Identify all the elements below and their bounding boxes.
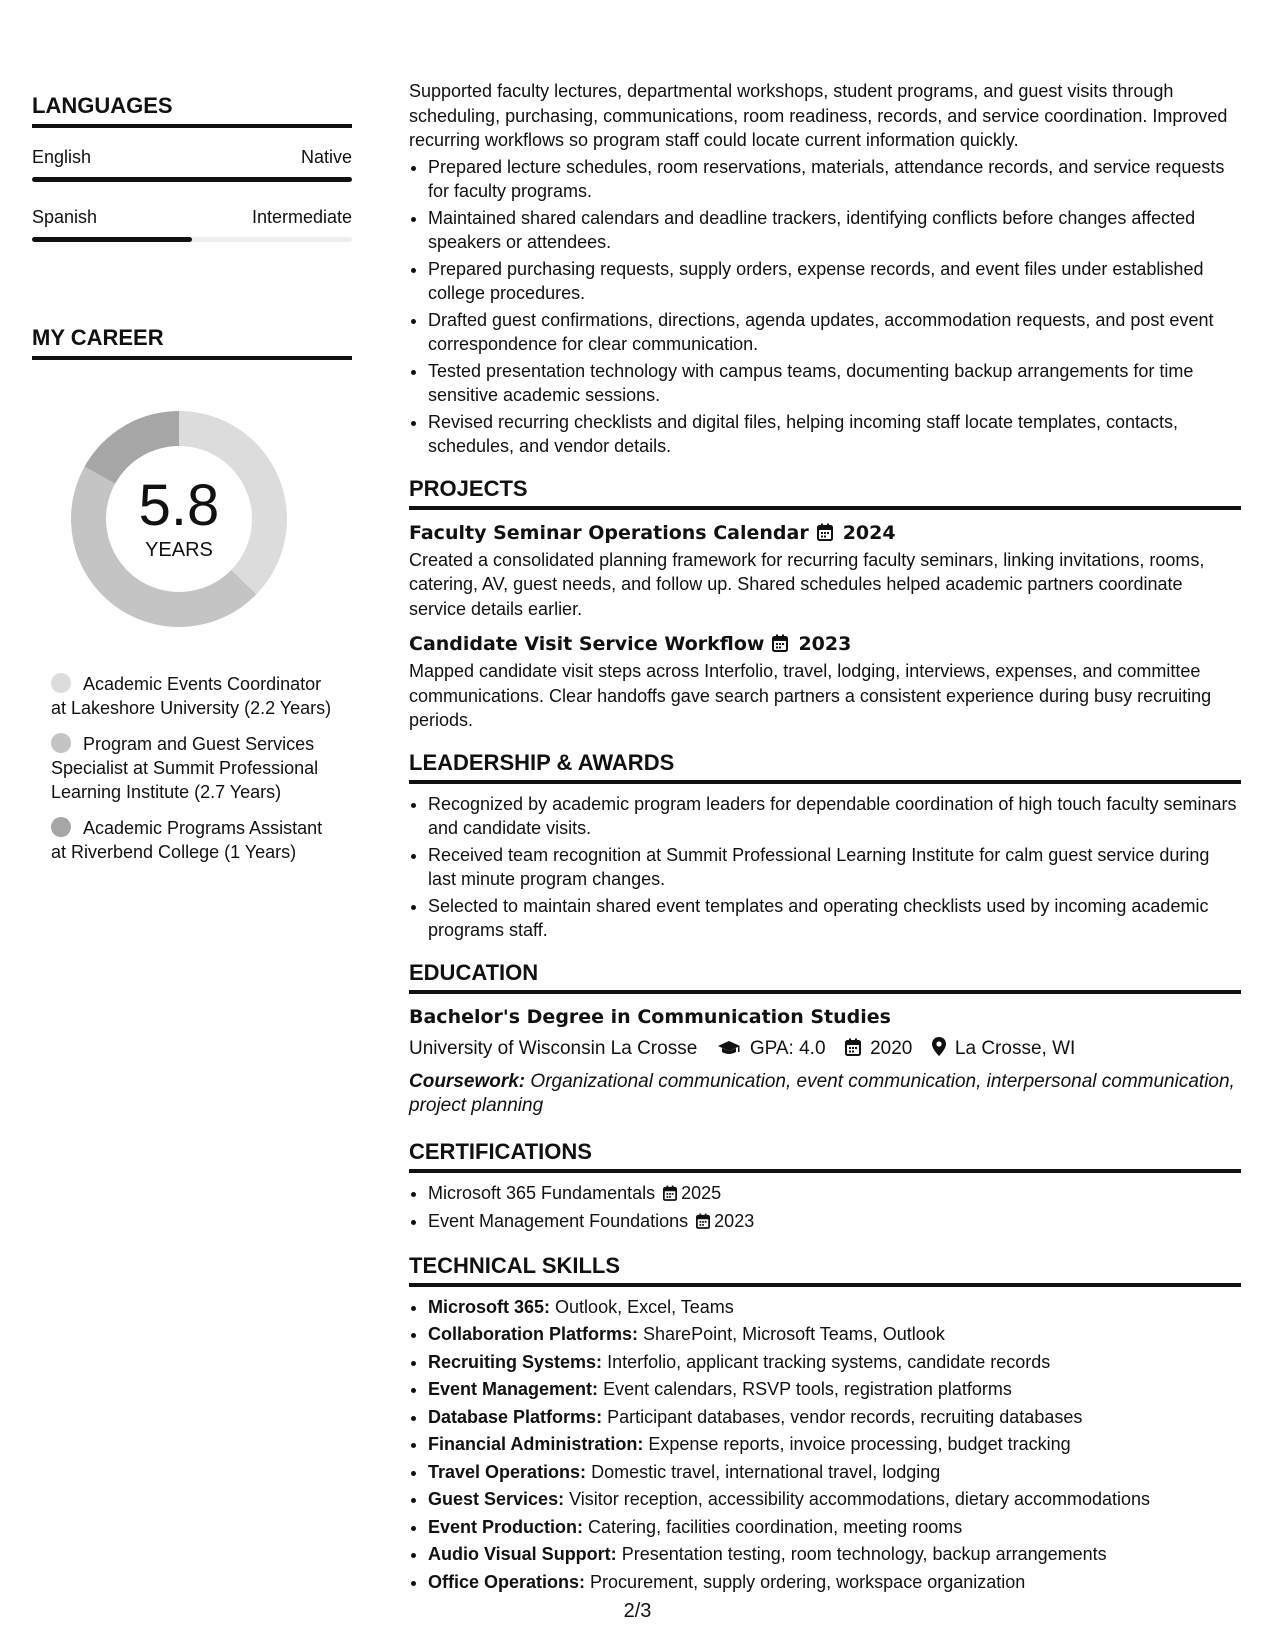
project-item: [409, 520, 1241, 622]
skill-value: Expense reports, invoice processing, budget tracking: [648, 1434, 1071, 1454]
language-name: Spanish: [32, 207, 98, 227]
skills-section: [409, 1254, 1241, 1596]
right-column: [409, 79, 1241, 1597]
leadership-bullets: [409, 792, 1241, 943]
project-description: Mapped candidate visit steps across Interfolio, travel, lodging, interviews, expenses, and committee communications. Clear handoffs gave search partners a consistent experience during busy recruiting periods.: [409, 661, 1212, 730]
certification-item: [428, 1181, 1241, 1208]
skill-item: [428, 1432, 1241, 1458]
leadership-section: [409, 751, 1241, 943]
certifications-title: CERTIFICATIONS: [409, 1140, 1241, 1173]
skill-value: Outlook, Excel, Teams: [555, 1296, 734, 1317]
skill-label: Guest Services:: [428, 1489, 565, 1509]
experience-summary: Supported faculty lectures, departmental workshops, student programs, and guest visits through scheduling, purchasing, communications, room readiness, records, and service coordination. Improved recurring workflows so program staff could locate current information quickly.: [409, 81, 1228, 150]
calendar-icon: [817, 522, 833, 548]
certifications-list: [409, 1181, 1241, 1236]
school-location: La Crosse, WI: [954, 1037, 1076, 1059]
skill-item: [428, 1542, 1241, 1568]
calendar-icon: [663, 1183, 677, 1208]
career-role-text: Program and Guest Services Specialist at Summit Professional Learning Institute (2.7 Years): [51, 734, 319, 802]
location-pin-icon: [932, 1037, 946, 1064]
leadership-title: LEADERSHIP & AWARDS: [409, 751, 1241, 784]
legend-dot-icon: [51, 673, 71, 693]
languages-title: LANGUAGES: [32, 94, 352, 128]
career-legend-item: [51, 816, 341, 864]
skill-label: Collaboration Platforms:: [428, 1324, 639, 1344]
skill-item: [428, 1322, 1241, 1348]
education-title: EDUCATION: [409, 961, 1241, 994]
project-description: Created a consolidated planning framework for recurring faculty seminars, linking invitations, rooms, catering, AV, guest needs, and follow up. Shared schedules helped academic partners coordinate service details earlier.: [409, 549, 1205, 619]
project-name: Faculty Seminar Operations Calendar: [409, 521, 809, 544]
skill-item: [428, 1405, 1241, 1431]
calendar-icon: [696, 1211, 710, 1236]
gpa: GPA: 4.0: [749, 1037, 826, 1059]
degree-name: Bachelor's Degree in Communication Studies: [409, 1005, 891, 1028]
language-item: [32, 206, 352, 242]
language-level: Intermediate: [251, 207, 352, 227]
skill-label: Microsoft 365:: [428, 1296, 551, 1317]
calendar-icon: [845, 1038, 861, 1064]
career-legend: [51, 672, 341, 864]
skill-label: Recruiting Systems:: [428, 1351, 603, 1372]
skill-label: Audio Visual Support:: [428, 1544, 617, 1564]
skill-item: [428, 1570, 1241, 1596]
career-donut-chart: [64, 404, 294, 634]
skill-item: [428, 1487, 1241, 1513]
leadership-bullet: • Selected to maintain shared event templates and operating checklists used by incoming academic programs staff.: [428, 894, 1241, 943]
skills-list: [409, 1295, 1241, 1596]
career-total-years: 5.8: [138, 473, 220, 538]
skill-value: Interfolio, applicant tracking systems, candidate records: [607, 1351, 1051, 1372]
graduation-year: 2020: [870, 1037, 913, 1059]
skill-value: Procurement, supply ordering, workspace organization: [590, 1571, 1026, 1592]
experience-bullet: • Revised recurring checklists and digital files, helping incoming staff locate templates, contacts, schedules, and vendor details.: [428, 410, 1241, 459]
skill-label: Event Management:: [428, 1379, 599, 1399]
language-level: Native: [300, 147, 352, 167]
career-title: MY CAREER: [32, 326, 352, 360]
skill-value: Catering, facilities coordination, meeting rooms: [588, 1516, 963, 1537]
skill-value: Event calendars, RSVP tools, registration platforms: [603, 1379, 1012, 1399]
certification-year: 2023: [714, 1211, 755, 1231]
skill-label: Travel Operations:: [428, 1461, 587, 1482]
skill-value: Visitor reception, accessibility accommodations, dietary accommodations: [569, 1489, 1151, 1509]
skill-item: [428, 1295, 1241, 1321]
skill-label: Financial Administration:: [428, 1434, 644, 1454]
projects-section: [409, 477, 1241, 733]
projects-title: PROJECTS: [409, 477, 1241, 510]
career-total-unit: YEARS: [145, 539, 213, 561]
coursework-text: Organizational communication, event communication, interpersonal communication, project planning: [409, 1070, 1235, 1116]
certification-item: [428, 1209, 1241, 1236]
skill-label: Office Operations:: [428, 1571, 586, 1592]
skill-item: [428, 1350, 1241, 1376]
education-details: [409, 1036, 1241, 1064]
experience-bullet: • Prepared lecture schedules, room reservations, materials, attendance records, and service requests for faculty programs.: [428, 155, 1241, 204]
skill-item: [428, 1515, 1241, 1541]
leadership-bullet: • Recognized by academic program leaders for dependable coordination of high touch faculty seminars and candidate visits.: [428, 792, 1241, 841]
leadership-bullet: • Received team recognition at Summit Professional Learning Institute for calm guest service during last minute program changes.: [428, 843, 1241, 892]
language-item: [32, 146, 352, 182]
language-name: English: [32, 147, 92, 167]
career-role-text: Academic Events Coordinator at Lakeshore University (2.2 Years): [51, 674, 332, 718]
experience-bullet: • Prepared purchasing requests, supply orders, expense records, and event files under established college procedures.: [428, 257, 1241, 306]
experience-bullet: • Tested presentation technology with campus teams, documenting backup arrangements for time sensitive academic sessions.: [428, 359, 1241, 408]
career-role-text: Academic Programs Assistant at Riverbend College (1 Years): [51, 818, 323, 862]
project-name: Candidate Visit Service Workflow: [409, 633, 765, 655]
language-proficiency-fill: [32, 237, 192, 242]
certification-name: Event Management Foundations: [428, 1211, 689, 1231]
skill-label: Event Production:: [428, 1516, 584, 1537]
skill-item: [428, 1460, 1241, 1486]
project-year: 2023: [798, 633, 852, 655]
coursework: [409, 1070, 1241, 1118]
project-year: 2024: [842, 521, 896, 544]
skill-value: Domestic travel, international travel, lodging: [591, 1461, 941, 1482]
school-name: University of Wisconsin La Crosse: [409, 1037, 698, 1059]
language-proficiency-fill: [32, 177, 352, 182]
language-proficiency-bar: [32, 237, 352, 242]
language-proficiency-bar: [32, 177, 352, 182]
legend-dot-icon: [51, 817, 71, 837]
experience-bullet: • Drafted guest confirmations, directions, agenda updates, accommodation requests, and post event correspondence for clear communication.: [428, 308, 1241, 357]
certifications-section: [409, 1140, 1241, 1236]
certification-name: Microsoft 365 Fundamentals: [428, 1182, 656, 1203]
skill-value: Participant databases, vendor records, recruiting databases: [607, 1406, 1083, 1427]
skill-value: Presentation testing, room technology, backup arrangements: [621, 1544, 1107, 1564]
graduation-cap-icon: [717, 1038, 741, 1064]
left-column: [32, 94, 352, 876]
career-legend-item: [51, 672, 341, 720]
education-section: [409, 961, 1241, 1118]
skill-item: [428, 1377, 1241, 1403]
coursework-label: Coursework:: [409, 1070, 526, 1092]
legend-dot-icon: [51, 733, 71, 753]
experience-bullets: [409, 155, 1241, 459]
page-number: 2/3: [623, 1600, 652, 1622]
certification-year: 2025: [681, 1182, 722, 1203]
career-legend-item: [51, 732, 341, 804]
skill-value: SharePoint, Microsoft Teams, Outlook: [643, 1324, 945, 1344]
calendar-icon: [772, 633, 788, 659]
skill-label: Database Platforms:: [428, 1406, 603, 1427]
experience-bullet: • Maintained shared calendars and deadline trackers, identifying conflicts before changes affected speakers or attendees.: [428, 206, 1241, 255]
project-item: [409, 631, 1241, 733]
skills-title: TECHNICAL SKILLS: [409, 1254, 1241, 1287]
